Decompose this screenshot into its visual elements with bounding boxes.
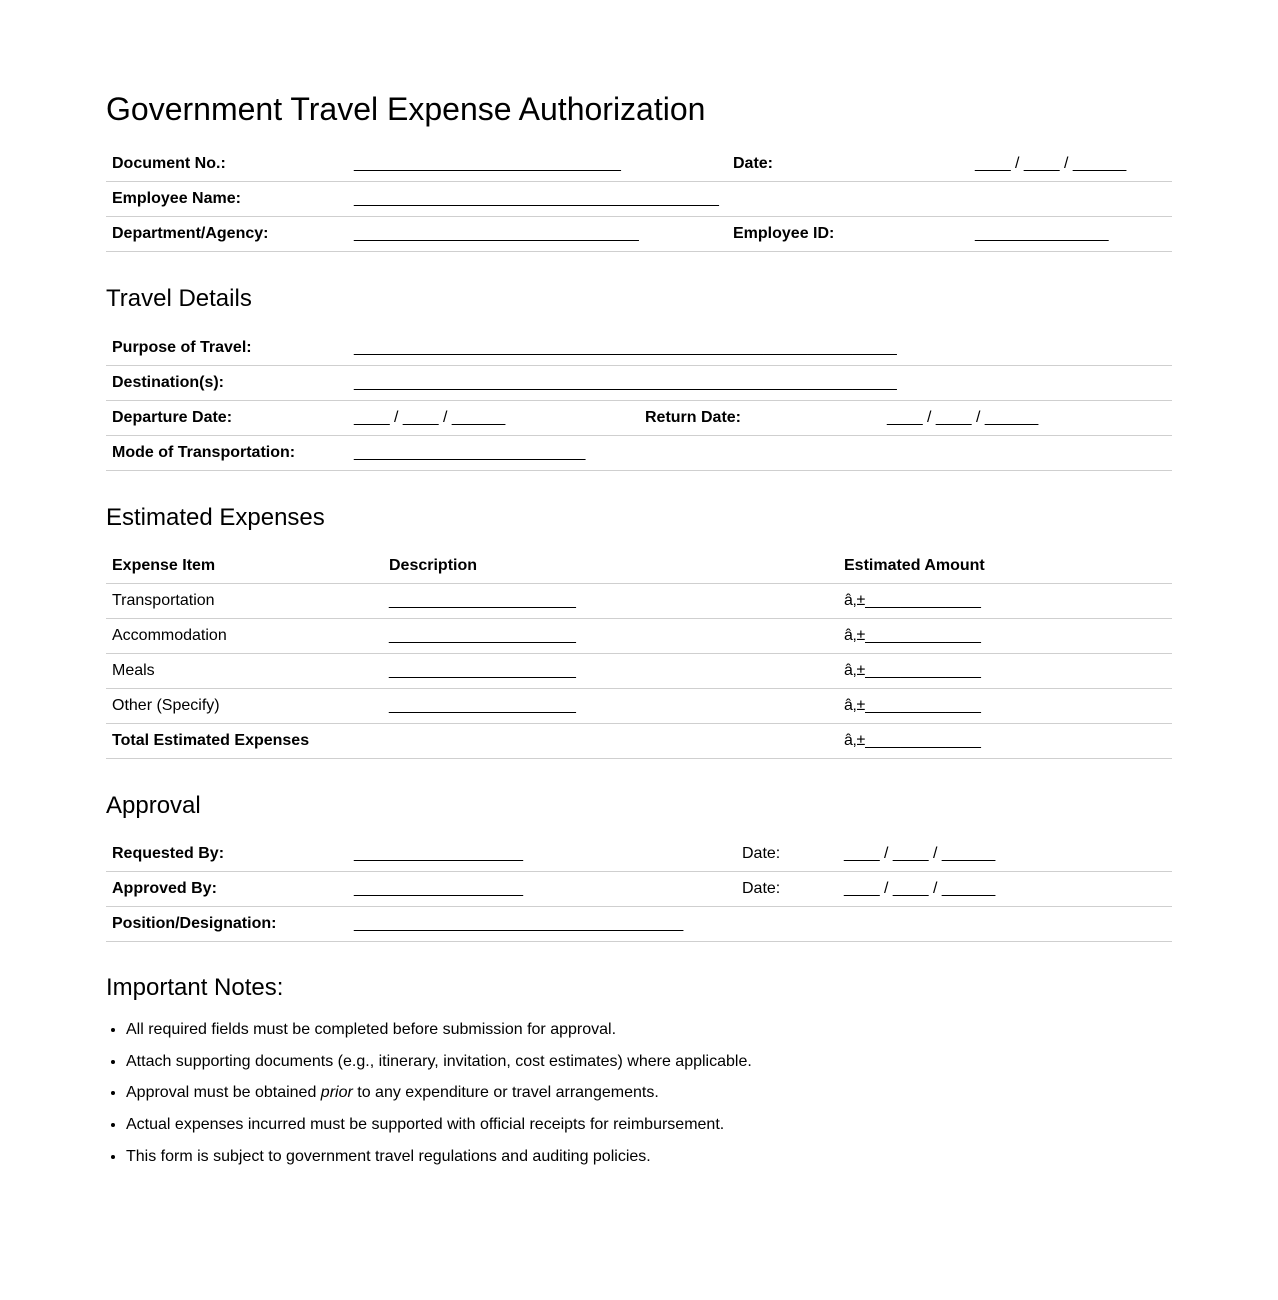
position-field[interactable]: _____________________________________	[354, 915, 684, 932]
amount-field[interactable]: â‚±_____________	[844, 662, 981, 679]
expense-item: Transportation	[112, 592, 215, 609]
document-no-field[interactable]: ______________________________	[354, 155, 621, 172]
purpose-label: Purpose of Travel:	[112, 339, 252, 356]
list-item: • All required fields must be completed before submission for approval.	[126, 1020, 752, 1040]
total-amount-field[interactable]: â‚±_____________	[844, 732, 981, 749]
travel-row-dates	[106, 401, 1172, 436]
table-row	[106, 584, 1172, 619]
employee-id-field[interactable]: _______________	[975, 225, 1109, 242]
total-estimated-label: Total Estimated Expenses	[112, 732, 310, 749]
amount-field[interactable]: â‚±_____________	[844, 627, 981, 644]
expenses-header-row	[106, 549, 1172, 584]
description-field[interactable]: _____________________	[389, 662, 576, 679]
important-notes-heading: Important Notes:	[106, 974, 284, 1001]
description-field[interactable]: _____________________	[389, 592, 576, 609]
department-field[interactable]: ________________________________	[354, 225, 639, 242]
note-text: to any expenditure or travel arrangements.	[352, 1084, 659, 1102]
departure-date-label: Departure Date:	[112, 409, 233, 426]
approved-by-label: Approved By:	[112, 880, 217, 897]
return-date-field[interactable]: ____ / ____ / ______	[887, 409, 1039, 426]
note-emphasis: prior	[320, 1084, 353, 1102]
requested-by-label: Requested By:	[112, 845, 225, 862]
col-expense-item: Expense Item	[112, 557, 216, 574]
expense-item: Accommodation	[112, 627, 227, 644]
employee-name-label: Employee Name:	[112, 190, 241, 207]
approval-row-requested	[106, 837, 1172, 872]
header-info-table	[106, 147, 1172, 252]
expense-item: Meals	[112, 662, 155, 679]
travel-row-destination	[106, 366, 1172, 401]
return-date-label: Return Date:	[645, 409, 742, 426]
approval-table	[106, 837, 1172, 942]
approved-date-field[interactable]: ____ / ____ / ______	[844, 880, 996, 897]
travel-row-purpose	[106, 331, 1172, 366]
amount-field[interactable]: â‚±_____________	[844, 697, 981, 714]
list-item: • Actual expenses incurred must be supported with official receipts for reimbursement.	[126, 1115, 752, 1135]
expense-item: Other (Specify)	[112, 697, 220, 714]
employee-name-field[interactable]: _________________________________________	[354, 190, 719, 207]
requested-by-field[interactable]: ___________________	[354, 845, 524, 862]
approved-by-field[interactable]: ___________________	[354, 880, 524, 897]
list-item	[126, 1083, 752, 1103]
requested-date-label: Date:	[742, 845, 781, 862]
header-row-document	[106, 147, 1172, 182]
date-label: Date:	[733, 155, 774, 172]
travel-details-table	[106, 331, 1172, 471]
expenses-total-row	[106, 724, 1172, 759]
col-description: Description	[389, 557, 478, 574]
employee-id-label: Employee ID:	[733, 225, 835, 242]
table-row	[106, 689, 1172, 724]
travel-details-heading: Travel Details	[106, 285, 252, 312]
document-no-label: Document No.:	[112, 155, 226, 172]
travel-row-mode	[106, 436, 1172, 471]
approval-row-approved	[106, 872, 1172, 907]
date-field[interactable]: ____ / ____ / ______	[975, 155, 1127, 172]
destination-label: Destination(s):	[112, 374, 224, 391]
col-estimated-amount: Estimated Amount	[844, 557, 985, 574]
amount-field[interactable]: â‚±_____________	[844, 592, 981, 609]
header-row-employee-name	[106, 182, 1172, 217]
department-label: Department/Agency:	[112, 225, 269, 242]
table-row	[106, 619, 1172, 654]
estimated-expenses-heading: Estimated Expenses	[106, 504, 325, 531]
description-field[interactable]: _____________________	[389, 627, 576, 644]
approval-row-position	[106, 907, 1172, 942]
notes-list	[106, 1020, 752, 1178]
description-field[interactable]: _____________________	[389, 697, 576, 714]
mode-field[interactable]: __________________________	[354, 444, 586, 461]
approved-date-label: Date:	[742, 880, 781, 897]
table-row	[106, 654, 1172, 689]
list-item: • Attach supporting documents (e.g., itinerary, invitation, cost estimates) where applicable.	[126, 1052, 752, 1072]
expenses-table	[106, 549, 1172, 759]
destination-field[interactable]: _____________________________________________________________	[354, 374, 897, 391]
note-text: Approval must be obtained	[126, 1084, 321, 1102]
list-item: • This form is subject to government travel regulations and auditing policies.	[126, 1147, 752, 1167]
page-title: Government Travel Expense Authorization	[106, 91, 706, 127]
requested-date-field[interactable]: ____ / ____ / ______	[844, 845, 996, 862]
approval-heading: Approval	[106, 792, 201, 819]
position-label: Position/Designation:	[112, 915, 277, 932]
mode-label: Mode of Transportation:	[112, 444, 296, 461]
purpose-field[interactable]: _____________________________________________________________	[354, 339, 897, 356]
header-row-department	[106, 217, 1172, 252]
departure-date-field[interactable]: ____ / ____ / ______	[354, 409, 506, 426]
